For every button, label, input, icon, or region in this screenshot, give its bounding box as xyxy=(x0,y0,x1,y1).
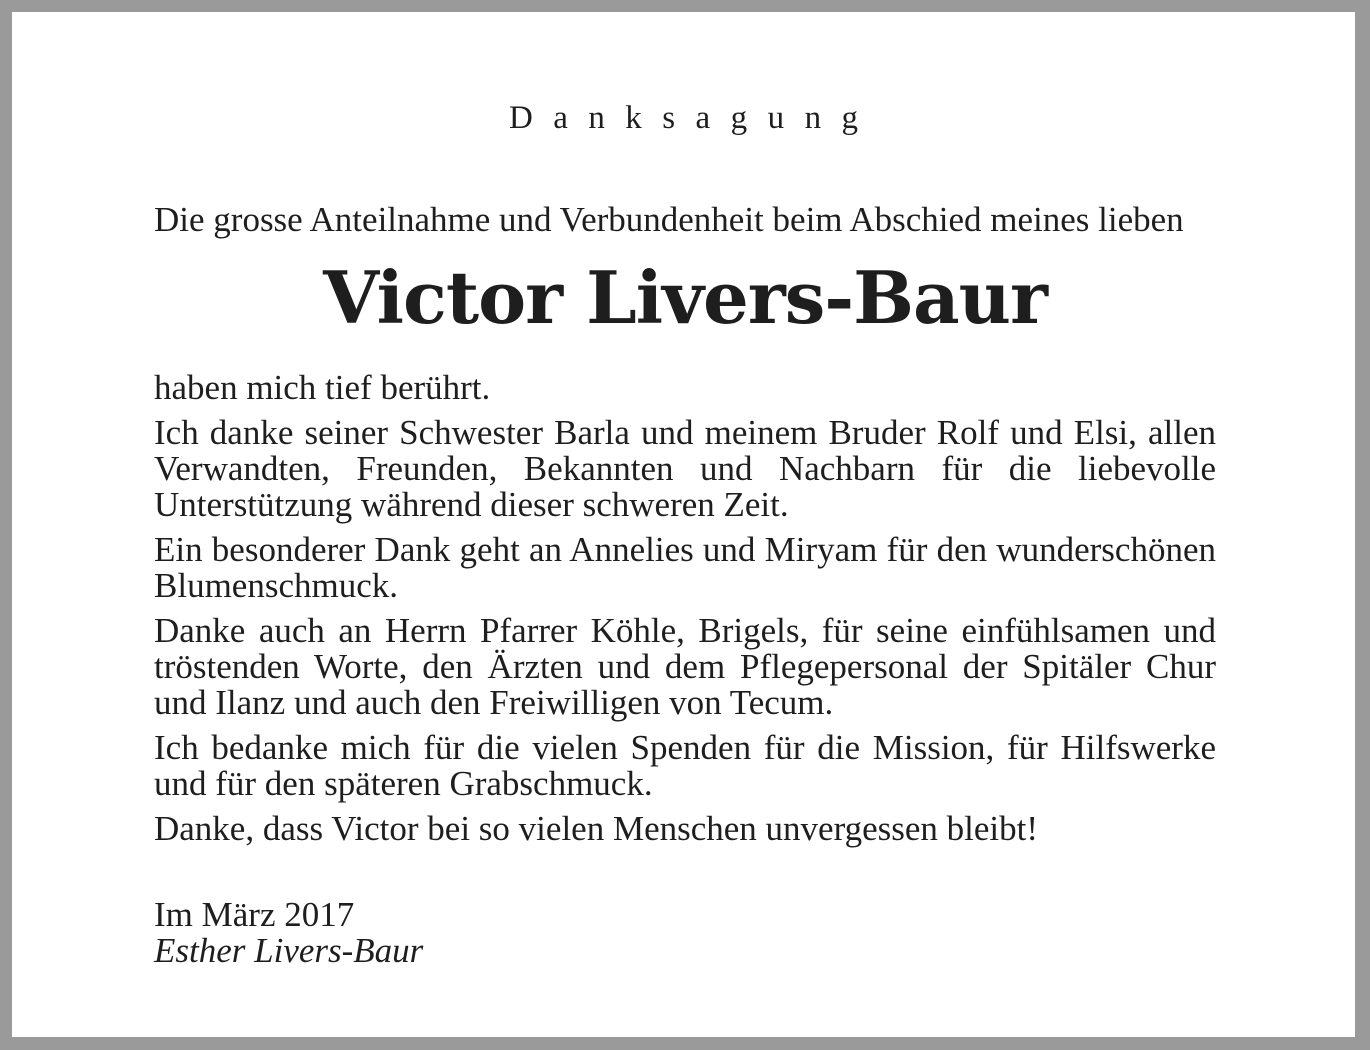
paragraph-3: Ein besonderer Dank geht an Annelies und Miryam für den wunderschönen Blumenschmuck. xyxy=(154,530,1216,605)
paragraph-6: Danke, dass Victor bei so vielen Menschen unvergessen bleibt! xyxy=(154,809,1039,848)
paragraph-1: haben mich tief berührt. xyxy=(154,368,491,407)
intro-text: Die grosse Anteilnahme und Verbundenheit beim Abschied meines lieben xyxy=(154,200,1184,239)
date-line: Im März 2017 xyxy=(154,895,355,934)
notice-card xyxy=(12,12,1355,1037)
deceased-name: Victor Livers-Baur xyxy=(323,255,1047,340)
paragraph-4: Danke auch an Herrn Pfarrer Köhle, Brigels, für seine einfühlsamen und tröstenden Worte, den Ärzten und dem Pflegepersonal der Spitäler Chur und Ilanz und auch den Freiwilligen von Tecum. xyxy=(154,611,1216,722)
notice-body xyxy=(154,202,1216,969)
signature: Esther Livers-Baur xyxy=(154,931,424,970)
paragraph-5: Ich bedanke mich für die vielen Spenden für die Mission, für Hilfswerke und für den späteren Grabschmuck. xyxy=(154,728,1216,803)
notice-heading: Danksagung xyxy=(508,100,879,136)
paragraph-2: Ich danke seiner Schwester Barla und meinem Bruder Rolf und Elsi, allen Verwandten, Freunden, Bekannten und Nachbarn für die liebevolle Unterstützung während dieser schweren Zeit. xyxy=(154,413,1216,524)
